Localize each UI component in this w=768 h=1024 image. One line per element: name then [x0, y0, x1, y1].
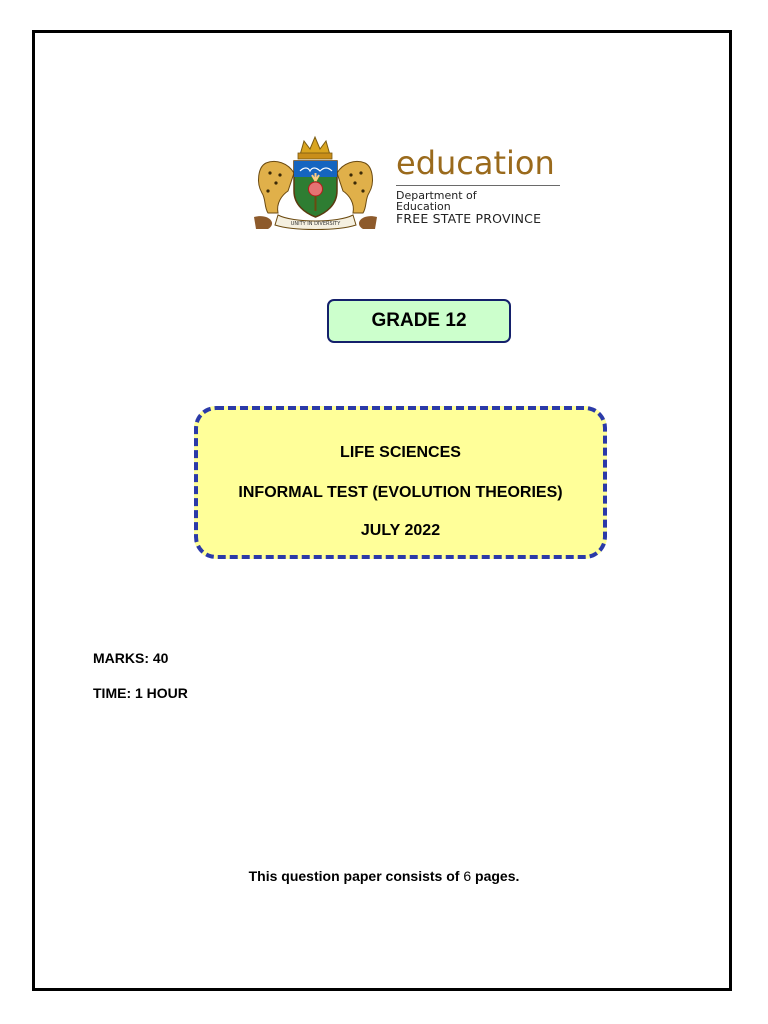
- brand-wordmark: education: [396, 144, 555, 182]
- coat-of-arms-icon: [248, 133, 383, 233]
- subject-title: LIFE SCIENCES: [340, 444, 461, 461]
- page-count-prefix: This question paper consists of: [248, 868, 464, 884]
- brand-divider: [396, 185, 560, 186]
- svg-text:UNITY IN DIVERSITY: UNITY IN DIVERSITY: [290, 221, 341, 227]
- test-title: INFORMAL TEST (EVOLUTION THEORIES): [238, 484, 563, 501]
- time-label: TIME: 1 HOUR: [93, 685, 188, 701]
- brand-line-province: FREE STATE PROVINCE: [396, 211, 542, 226]
- brand-line-education: Education: [396, 200, 451, 213]
- test-date: JULY 2022: [360, 522, 441, 539]
- department-logo: [248, 133, 568, 233]
- page-count-number: 6: [463, 868, 472, 884]
- marks-label: MARKS: 40: [93, 650, 169, 666]
- page-count-note: [0, 868, 768, 884]
- brand-block: [396, 145, 566, 226]
- grade-label: GRADE 12: [327, 299, 511, 343]
- brand-line-department: Department of: [396, 189, 477, 202]
- page-count-suffix: pages.: [471, 868, 520, 884]
- subject-panel: [194, 406, 607, 559]
